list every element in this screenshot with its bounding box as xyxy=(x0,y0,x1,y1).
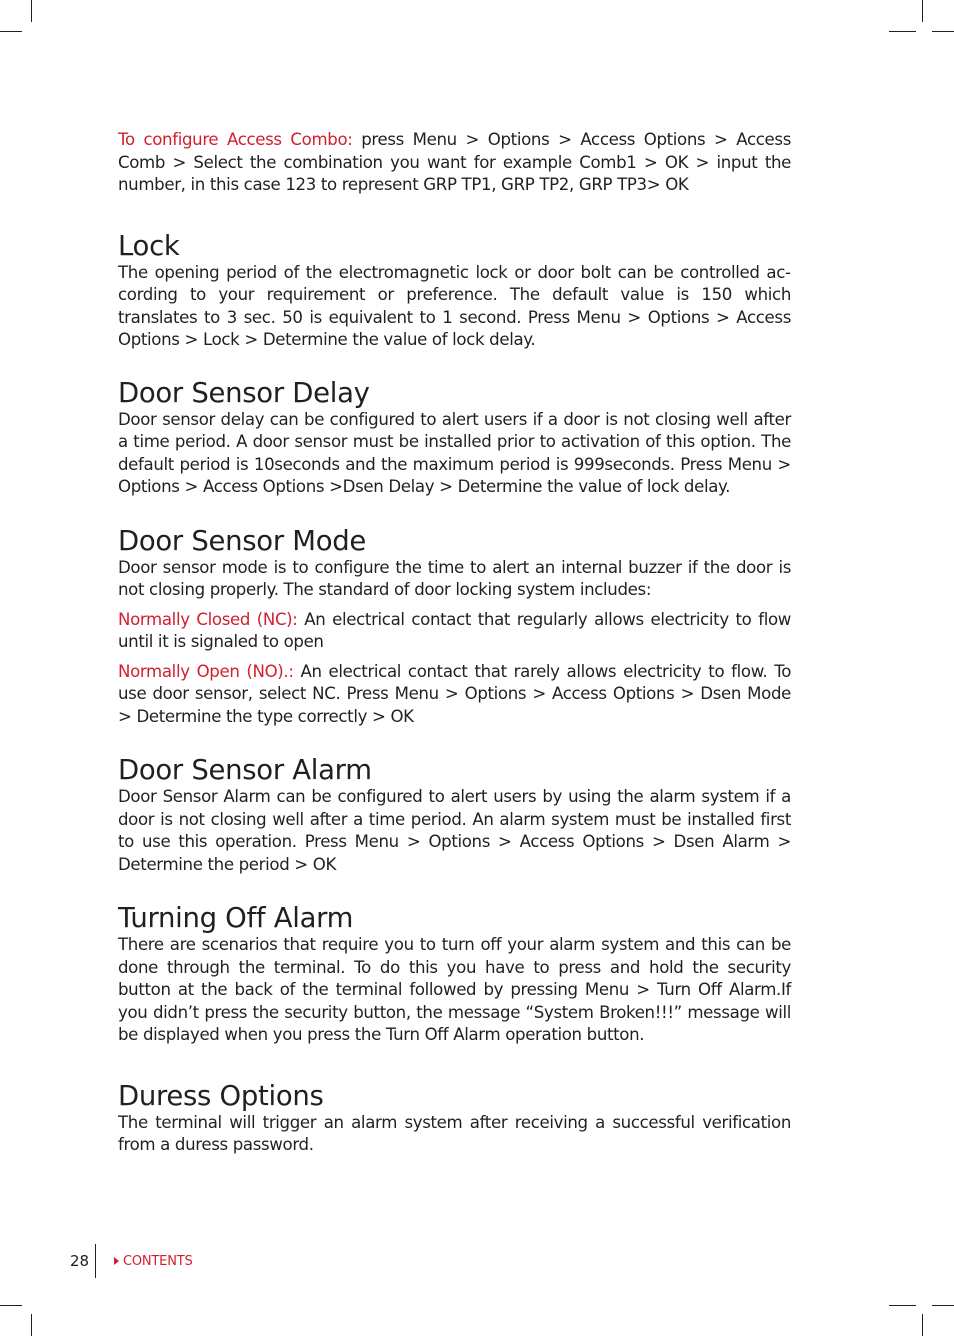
crop-mark xyxy=(31,1314,32,1336)
normally-open-text: An electrical contact that rarely allows electricity to flow. To use door sensor, select NC. Press Menu > Options > Access Options > Dsen Mode > Determine the type correctly > OK xyxy=(118,661,791,726)
turning-off-alarm-body: There are scenarios that require you to turn off your alarm system and this can be done through the terminal. To do this you have to press and hold the security button at the back of the terminal followed by pressing Menu > Turn Off Alarm.If you didn’t press the security button, the message “System Broken!!!” message will be displayed when you press the Turn Off Alarm operation button. xyxy=(118,935,791,1044)
contents-link[interactable] xyxy=(114,1254,193,1269)
lock-heading: Lock xyxy=(118,229,180,262)
normally-closed-text: An electrical contact that regularly allows electricity to flow until it is signaled to open xyxy=(118,609,791,651)
access-combo-instructions xyxy=(118,129,791,197)
door-sensor-delay-body: Door sensor delay can be configured to alert users if a door is not closing well after a time period. A door sensor must be installed prior to activation of this option. The default period is 10seconds and the maximum period is 999seconds. Press Menu > Options > Access Options >Dsen Delay > Determine the value of lock delay. xyxy=(118,409,791,496)
access-combo-text: press Menu > Options > Access Options > Access Comb > Select the combination you want for example Comb1 > OK > input the number, in this case 123 to represent GRP TP1, GRP TP2, GRP TP3> OK xyxy=(118,130,792,194)
contents-link-label: CONTENTS xyxy=(123,1254,193,1269)
normally-closed-paragraph xyxy=(118,609,791,654)
crop-mark xyxy=(889,31,916,32)
normally-closed-label: Normally Closed (NC): xyxy=(118,609,298,629)
crop-mark xyxy=(31,0,32,22)
footer-divider xyxy=(95,1244,96,1278)
door-sensor-alarm-body: Door Sensor Alarm can be configured to alert users by using the alarm system if a door is not closing well after a time period. An alarm system must be installed first to use this operation. Press Menu > Options > Access Options > Dsen Alarm > Determine the period > OK xyxy=(118,787,791,874)
door-sensor-delay-heading: Door Sensor Delay xyxy=(118,376,370,409)
door-sensor-mode-heading: Door Sensor Mode xyxy=(118,524,367,557)
crop-mark xyxy=(0,1305,22,1306)
page-number: 28 xyxy=(70,1252,90,1270)
triangle-right-icon xyxy=(114,1257,119,1265)
duress-options-body: The terminal will trigger an alarm system after receiving a successful verification from a duress password. xyxy=(118,1112,791,1154)
crop-mark xyxy=(922,0,923,22)
door-sensor-alarm-heading: Door Sensor Alarm xyxy=(118,754,372,786)
door-sensor-mode-body: Door sensor mode is to configure the time to alert an internal buzzer if the door is not closing properly. The standard of door locking system includes: xyxy=(118,557,791,599)
lock-body: The opening period of the electromagnetic lock or door bolt can be controlled according to your requirement or preference. The default value is 150 which translates to 3 sec. 50 is equivalent to 1 second. Press Menu > Options > Access Options > Lock > Determine the value of lock delay. xyxy=(118,262,791,349)
crop-mark xyxy=(889,1305,916,1306)
normally-open-paragraph xyxy=(118,661,791,729)
access-combo-label: To configure Access Combo: xyxy=(118,130,353,149)
crop-mark xyxy=(922,1314,923,1336)
normally-open-label: Normally Open (NO).: xyxy=(118,661,294,681)
turning-off-alarm-heading: Turning Off Alarm xyxy=(118,902,354,934)
page-content xyxy=(118,129,791,1157)
crop-mark xyxy=(932,1305,954,1306)
duress-options-heading: Duress Options xyxy=(118,1079,324,1112)
crop-mark xyxy=(932,31,954,32)
crop-mark xyxy=(0,31,22,32)
